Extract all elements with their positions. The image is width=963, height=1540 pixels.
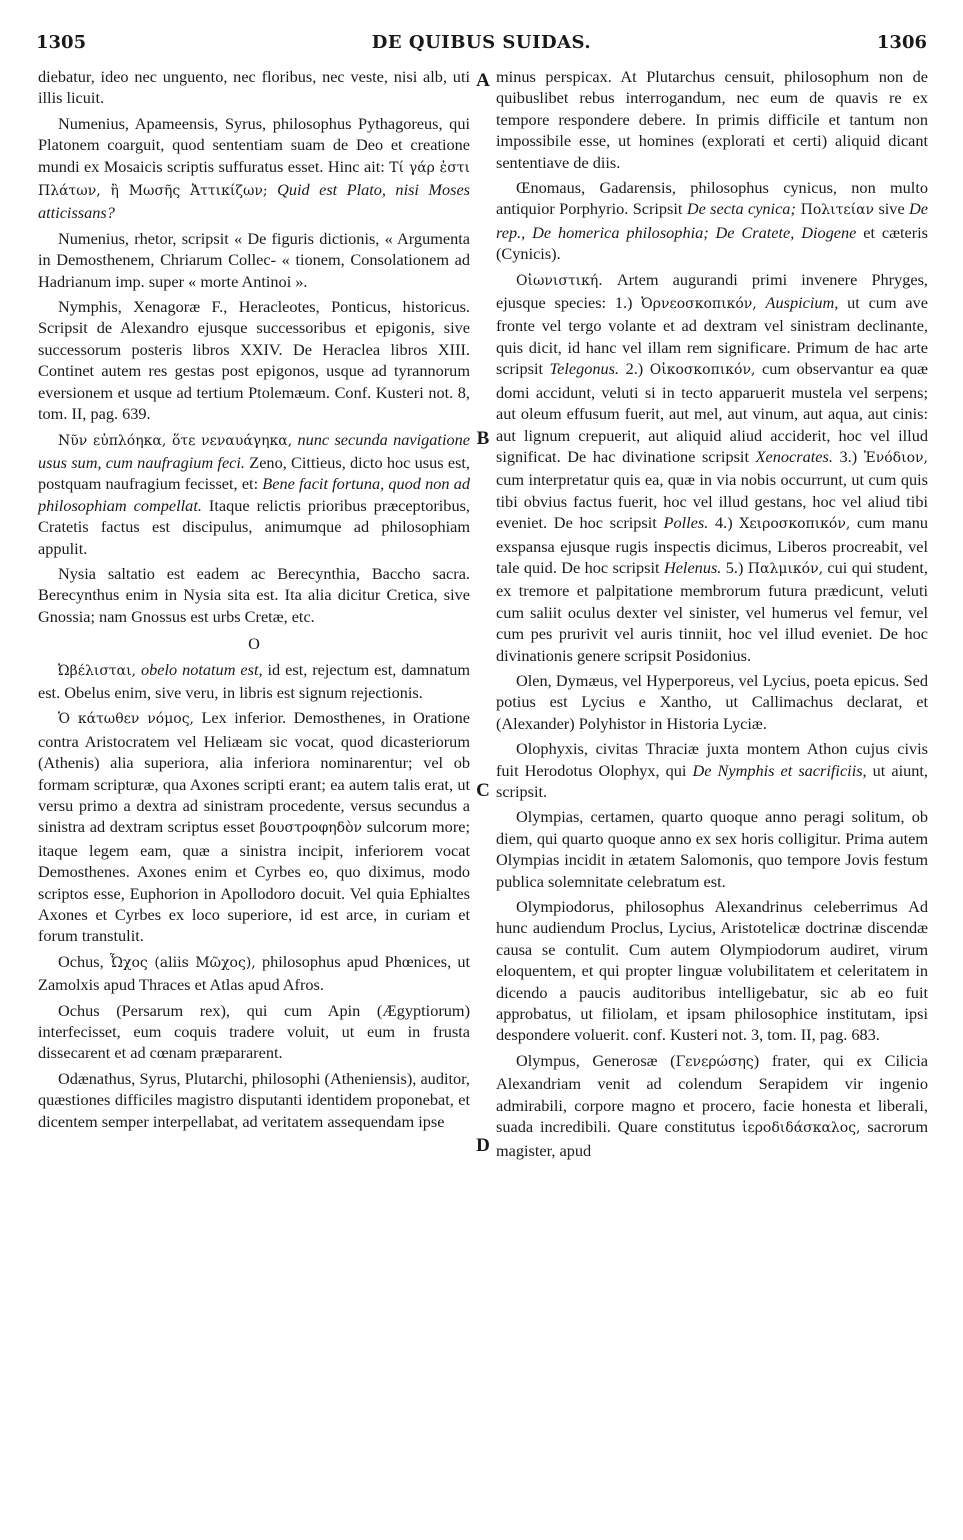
left-page-number: 1305 [36, 32, 87, 53]
entry-nun-euploeka: Νῦν εὐπλόηκα, ὅτε νεναυάγηκα, nunc secunda navigatione usus sum, cum naufragium feci. Zeno, Cittieus, dicto hoc usus est, postquam naufragium fecisset, et: Bene facit fortuna, quod non ad philosophiam compellat. Itaque relictis prioribus præceptoribus, Cratetis factus est discipulus, animumque ad philosophiam appulit. [38, 429, 471, 558]
entry-ochus-rex: Ochus (Persarum rex), qui cum Apin (Ægyptiorum) interfecisset, eum coquis tradere voluit, ut eum in frusta dissecarent et ad cœnam præpararent. [38, 1000, 470, 1063]
right-column [496, 66, 928, 1165]
entry-olen: Olen, Dymæus, vel Hyperporeus, vel Lycius, poeta epicus. Sed potius est Lycius e Xantho, ut Callimachus declarat, et (Alexander) Polyhistor in Historia Lyciæ. [496, 670, 928, 733]
right-page-number: 1306 [876, 32, 927, 53]
section-letter: O [248, 634, 260, 654]
entry-numenius-apameensis: Numenius, Apameensis, Syrus, philosophus Pythagoreus, qui Platonem coarguit, quod sententiam suam de Deo et creatione mundi ex Mosaicis scriptis suffuratus esset. Hinc ait: Τί γάρ ἐστι Πλάτων, ἢ Μωσῆς Ἀττικίζων; Quid est Plato, nisi Moses atticissans? [38, 113, 471, 223]
paragraph: diebatur, ideo nec unguento, nec floribus, nec veste, nisi alb, uti illis licuit. [38, 67, 470, 108]
entry-oionistike: Οἰωνιστική. Artem augurandi primi invenere Phryges, ejusque species: 1.) Ὀρνεοσκοπικόν, Auspicium, ut cum ave fronte vel tergo volante et ad dextram vel sinistram declinante, quis dicit, id hanc vel illam rem significare. Primum de hac arte scripsit Telegonus. 2.) Οἰκοσκοπικόν, cum observantur ea quæ domi accidunt, veluti si in tecto apparuerit mustela vel serpens; aut oleum effusum fuerit, aut mel, aut vinum, aut aqua, aut cinis: aut lignum crepuerit, aut aliquid aliud acciderit, hoc vel illud significat. De hac divinatione scripsit Xenocrates. 3.) Ἐνόδιον, cum interpretatur quis ea, quæ in via nobis occurrunt, ut cum quis tibi obvius factus fuerit, hoc vel illud gestans, hoc vel aliud tibi eveniet. De hoc scripsit Polles. 4.) Χειροσκοπικόν, cum manu exspansa ejusque rugis inspectis dicimus, Liberos procreabit, vel tale quid. De hoc scripsit Helenus. 5.) Παλμικόν, cui qui student, ex tremore et palpitatione membrorum futura prædicunt, veluti cum saliit oculus dexter vel sinister, vel humerus vel femur, vel cum pes prurivit vel auris tinniit, hoc vel illud eveniet. De hoc divinationis genere scripsit Posidonius. [496, 269, 928, 665]
margin-marker-a: A [476, 70, 490, 91]
entry-katothen-nomos: Ὁ κάτωθεν νόμος, Lex inferior. Demosthenes, in Oratione contra Aristocratem vel Heliæam sic vocat, quod dicasteriorum (Athenis) alia superiora, alia inferiora nominarentur; vel ob formam scripturæ, qua Axones scripti erant; ea autem talis erat, ut versu primo a dextra ad sinistram procedente, versus secundus a sinistra ad dextram scriptus esset βουστροφηδὸν sulcorum more; itaque legem eam, quæ a sinistra incipit, inferiorem vocat Demosthenes. Axones enim et Cyrbes eo, quo diximus, modo scriptos esse, Euphorion in Apollodoro docuit. Vel quia Ephialtes Axones et Cyrbes ex loco superiore, id est arce, in curiam et forum transtulit. [38, 708, 470, 946]
entry-olympias: Olympias, certamen, quarto quoque anno peragi solitum, ob diem, qui quarto quoque anno ex sex horis colligitur. Prima autem Olympias incidit in ætatem Salomonis, quo tempore Jovis festum publica solemnitate celebratum est. [496, 807, 928, 891]
entry-obelistai: Ὠβέλισται, obelo notatum est, id est, rejectum est, damnatum est. Obelus enim, sive veru, in libris est signum rejectionis. [38, 659, 470, 702]
entry-ochus-philosophus: Ochus, Ὦχος (aliis Μῶχος), philosophus apud Phœnices, ut Zamolxis apud Thraces et Atlas apud Afros. [38, 951, 471, 995]
entry-nysia: Nysia saltatio est eadem ac Berecynthia, Baccho sacra. Berecynthus enim in Nysia sita est. Ita alia dicitur Cretica, sive Gnossia; nam Gnossus est urbs Cretæ, etc. [38, 563, 470, 626]
entry-oenomaus: Œnomaus, Gadarensis, philosophus cynicus, non multo antiquior Porphyrio. Scripsit De secta cynica; Πολιτείαν sive De rep., De homerica philosophia; De Cratete, Diogene et cæteris (Cynicis). [496, 178, 929, 264]
left-column [38, 66, 470, 1136]
margin-marker-c: C [476, 780, 490, 801]
entry-olympiodorus: Olympiodorus, philosophus Alexandrinus celeberrimus Ad hunc audiendum Proclus, Lycius, Aristotelicæ doctrinæ discendæ causa se contulit. Cum autem Olympiodorum audiret, virum eloquentem, et qui propter linguæ volubilitatem et celeritatem in dicendo a paucis auditoribus intelligebatur, sic ab eo fuit approbatus, ut filiolam, et ipsam philosophice institutam, ipsi despondere voluerit. conf. Kusteri not. 3, tom. II, pag. 683. [496, 897, 928, 1045]
margin-marker-b: B [476, 428, 490, 449]
entry-odaenathus: Odænathus, Syrus, Plutarchi, philosophi (Atheniensis), auditor, quæstiones difficiles magistro disputanti identidem proponebat, et dicentem semper interpellabat, ad veritatem assequendam ipse [38, 1068, 470, 1131]
margin-marker-d: D [476, 1135, 490, 1156]
entry-olophyxis: Olophyxis, civitas Thraciæ juxta montem Athon cujus civis fuit Herodotus Olophyx, qui De Nymphis et sacrificiis, ut aiunt, scripsit. [496, 739, 929, 801]
page-header [36, 32, 927, 60]
entry-olympus: Olympus, Generosæ (Γενερώσης) frater, qui ex Cilicia Alexandriam venit ad colendum Serapidem vir ingenio admirabili, corpore magno et procero, facie honesta et liberali, suada incredibili. Quare constitutus ἱεροδιδάσκαλος, sacrorum magister, apud [496, 1050, 928, 1160]
entry-nymphis: Nymphis, Xenagoræ F., Heracleotes, Ponticus, historicus. Scripsit de Alexandro ejusque successoribus et epigonis, sive successorum posteris libros XXIV. De Heraclea libros XIII. Continet autem res gestas post epigonos, usque ad tyrannorum eversionem et usque ad tertium Ptolemæum. Conf. Kusteri not. 8, tom. II, pag. 639. [38, 297, 470, 424]
paragraph: minus perspicax. At Plutarchus censuit, philosophum non de quibuslibet rebus interrogandum, nec eum de quavis re ex tempore respondere debere. In primis difficile et tantum non impossibile esse, ut homines (explorati et certi) aliquid dicant sententiave de diis. [496, 67, 928, 172]
entry-numenius-rhetor: Numenius, rhetor, scripsit « De figuris dictionis, « Argumenta in Demosthenem, Chriarum Collec- « tionem, Consolationem ad Hadrianum imp. super « morte Antinoi ». [38, 228, 470, 291]
running-title: DE QUIBUS SUIDAS. [371, 32, 592, 53]
